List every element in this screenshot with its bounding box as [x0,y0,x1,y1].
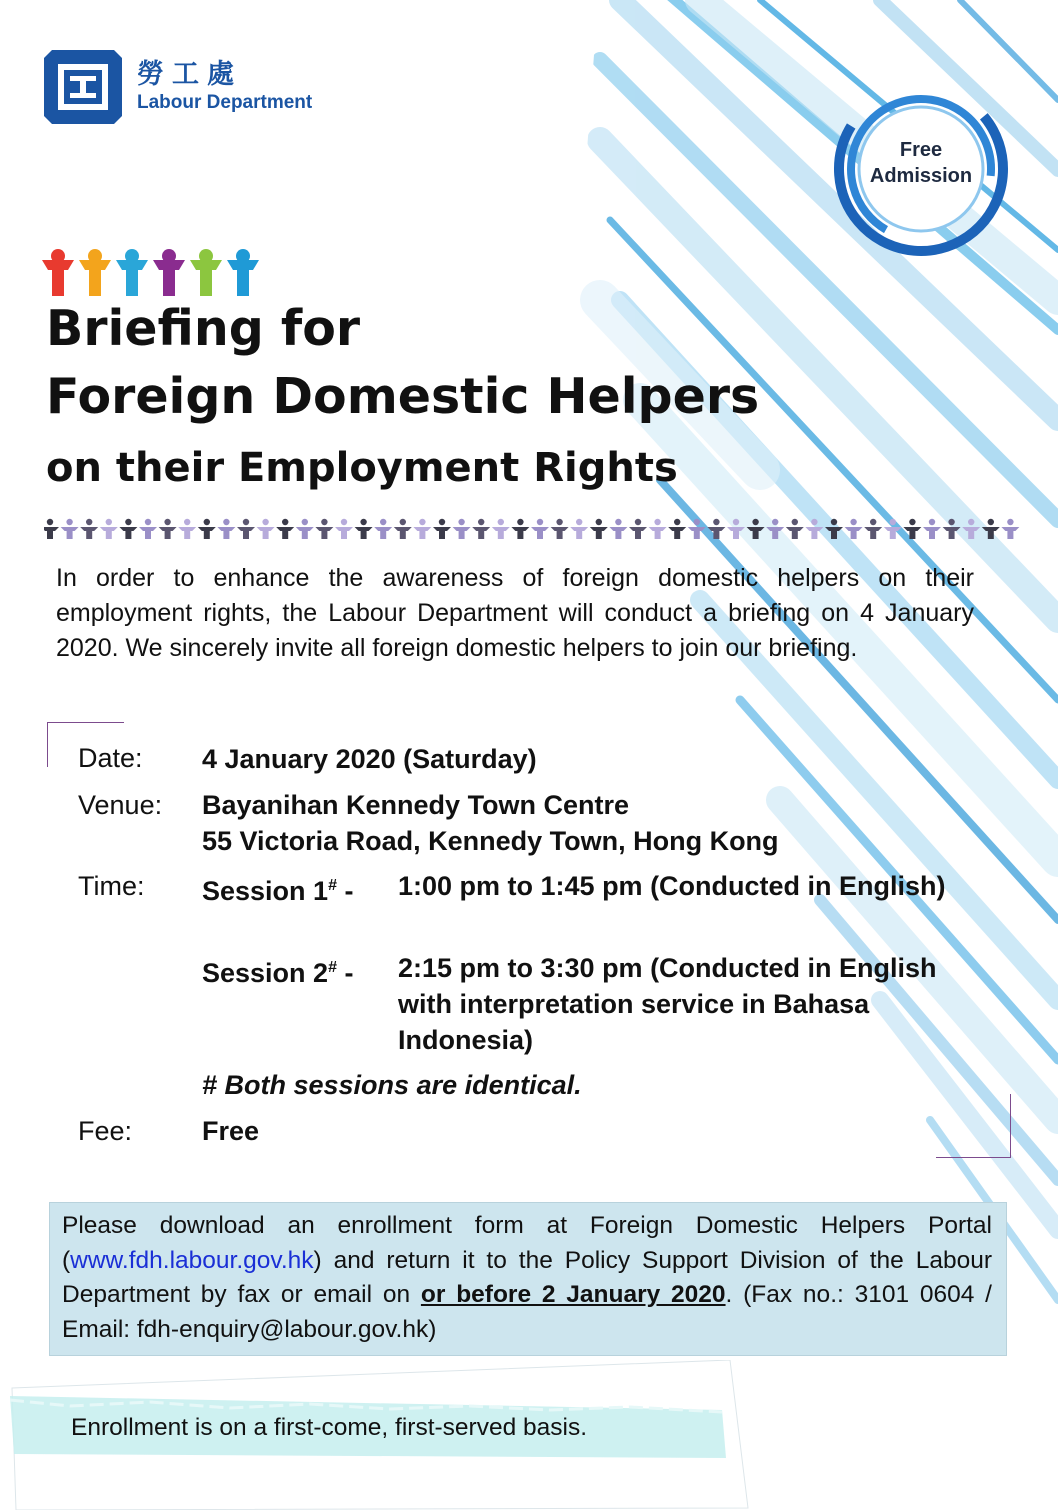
session-1-time: 1:00 pm to 1:45 pm (Conducted in English) [398,871,946,901]
divider-figure [492,519,510,539]
venue-address: 55 Victoria Road, Kennedy Town, Hong Kong [202,826,779,856]
divider-figure [923,519,941,539]
session-2-dash: - [336,958,354,988]
divider-figure [805,519,823,539]
session-1-mark: # [328,877,337,894]
divider-figure [511,519,529,539]
session-2-label [202,950,353,991]
divider-figure [825,519,843,539]
enrollment-basis-note: Enrollment is on a first-come, first-served basis. [71,1414,588,1441]
divider-figure [786,519,804,539]
divider-figure [943,519,961,539]
divider-figure [139,519,157,539]
session-1-label [202,868,353,909]
session-1-name: Session 1 [202,876,329,906]
venue-name: Bayanihan Kennedy Town Centre [202,790,630,820]
enrollment-deadline: or before 2 January 2020 [420,1281,726,1308]
divider-figure [296,519,314,539]
free-admission-text [862,137,980,189]
divider-figure [982,519,1000,539]
fee-label: Fee: [78,1116,133,1146]
logo-chinese-name: 勞工處 [137,59,242,90]
divider-figure [413,519,431,539]
divider-figure [1001,519,1019,539]
divider-figure [374,519,392,539]
session-2-time: 2:15 pm to 3:30 pm (Conducted in English with interpretation service in Bahasa Indonesia) [398,953,937,1055]
venue-label: Venue: [78,790,163,820]
date-value: 4 January 2020 (Saturday) [202,744,537,774]
divider-figure [864,519,882,539]
divider-figure [531,519,549,539]
divider-figure [44,519,59,539]
divider-figure [315,519,333,539]
divider-figure [649,519,667,539]
divider-figure [688,519,706,539]
divider-figure [178,519,196,539]
logo-english-name: Labour Department [137,92,313,113]
divider-figure [355,519,373,539]
labour-department-logo [44,50,344,125]
divider-figure [570,519,588,539]
divider-figure [61,519,79,539]
divider-figure [433,519,451,539]
divider-figure [80,519,98,539]
divider-figure [217,519,235,539]
divider-figure [472,519,490,539]
divider-figure [903,519,921,539]
labour-department-logo-icon [44,50,122,124]
enrollment-text-1: Please download an enrollment form at Foreign Domestic Helpers Portal ( [62,1212,992,1274]
enrollment-text-2: ) and return it to the Policy Support Division of the Labour Department by fax or email on [62,1246,992,1308]
session-1-dash: - [336,876,354,906]
sessions-note: # Both sessions are identical. [202,1070,582,1100]
fee-value: Free [202,1116,260,1146]
intro-paragraph: In order to enhance the awareness of foreign domestic helpers on their employment rights, the Labour Department will conduct a briefing on 4 January 2020. We sincerely invite all foreign domestic helpers to join our briefing. [56,564,974,662]
enrollment-instructions [62,1209,992,1347]
divider-figure [707,519,725,539]
badge-line-2: Admission [869,165,973,187]
title-line-2: Foreign Domestic Helpers [46,368,760,425]
title-line-1: Briefing for [46,300,361,357]
time-label: Time: [78,871,145,901]
divider-figure [962,519,980,539]
date-label: Date: [78,743,143,773]
divider-figure [276,519,294,539]
divider-figure [845,519,863,539]
divider-figure [766,519,784,539]
session-2-mark: # [328,959,337,976]
session-2-name: Session 2 [202,958,329,988]
divider-figure [727,519,745,539]
fdh-portal-link[interactable]: www.fdh.labour.gov.hk [70,1246,314,1274]
divider-figure [668,519,686,539]
frame-corner-bottom-right [936,1094,1011,1158]
divider-figure [747,519,765,539]
divider-figure [159,519,177,539]
divider-figure [884,519,902,539]
divider-figure [629,519,647,539]
title-line-3: on their Employment Rights [46,445,678,491]
people-divider [44,518,1024,540]
divider-figure [335,519,353,539]
badge-line-1: Free [899,139,943,161]
divider-figure [237,519,255,539]
divider-figure [100,519,118,539]
divider-figure [551,519,569,539]
divider-figure [257,519,275,539]
divider-figure [119,519,137,539]
divider-figure [590,519,608,539]
enrollment-text-3: . (Fax no.: 3101 0604 / Email: fdh-enquiry@labour.gov.hk) [62,1281,992,1343]
divider-figure [453,519,471,539]
people-group-icon [38,246,274,306]
divider-figure [609,519,627,539]
divider-figure [198,519,216,539]
divider-figure [394,519,412,539]
